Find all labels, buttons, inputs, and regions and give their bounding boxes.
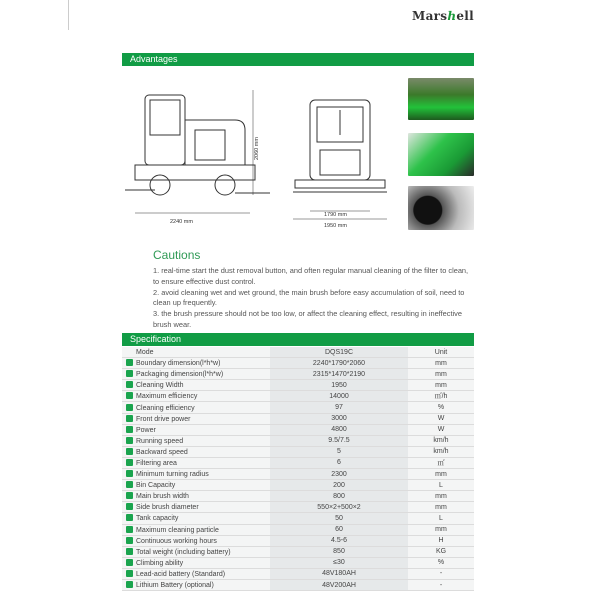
- spec-label-text: Climbing ability: [136, 559, 184, 567]
- dim-length: 2240 mm: [170, 219, 193, 225]
- spec-icon: [126, 381, 133, 388]
- spec-label-text: Running speed: [136, 437, 184, 445]
- spec-value: 4.5-6: [270, 535, 408, 546]
- spec-icon: [126, 492, 133, 499]
- spec-row: [122, 491, 474, 502]
- header-label: Mode: [122, 347, 270, 358]
- spec-value: 97: [270, 402, 408, 413]
- spec-label: [122, 524, 270, 535]
- spec-label-text: Side brush diameter: [136, 504, 199, 512]
- spec-icon: [126, 404, 133, 411]
- spec-icon: [126, 448, 133, 455]
- spec-value: 2315*1470*2190: [270, 369, 408, 380]
- spec-value: 48V180AH: [270, 568, 408, 579]
- spec-icon: [126, 537, 133, 544]
- spec-value: 2240*1790*2060: [270, 358, 408, 369]
- spec-label-text: Continuous working hours: [136, 537, 217, 545]
- header-value: DQS19C: [270, 347, 408, 358]
- spec-header-row: [122, 347, 474, 358]
- spec-icon: [126, 359, 133, 366]
- spec-label: [122, 391, 270, 402]
- spec-icon: [126, 548, 133, 555]
- spec-icon: [126, 570, 133, 577]
- spec-label: [122, 502, 270, 513]
- spec-unit: km/h: [408, 446, 474, 457]
- spec-value: 550×2+500×2: [270, 502, 408, 513]
- spec-unit: L: [408, 480, 474, 491]
- spec-label-text: Packaging dimension(l*h*w): [136, 371, 224, 379]
- spec-row: [122, 369, 474, 380]
- header-unit: Unit: [408, 347, 474, 358]
- spec-unit: mm: [408, 369, 474, 380]
- spec-unit: mm: [408, 491, 474, 502]
- spec-icon: [126, 559, 133, 566]
- dim-width-brush: 1950 mm: [324, 223, 347, 229]
- spec-value: 48V200AH: [270, 579, 408, 590]
- spec-label-text: Lithium Battery (optional): [136, 582, 214, 590]
- spec-unit: -: [408, 579, 474, 590]
- photo-wheel: [408, 186, 474, 230]
- spec-row: [122, 402, 474, 413]
- cautions-list: [153, 266, 473, 331]
- spec-row: [122, 424, 474, 435]
- spec-label: [122, 369, 270, 380]
- spec-unit: %: [408, 402, 474, 413]
- spec-row: [122, 413, 474, 424]
- spec-icon: [126, 526, 133, 533]
- spec-value: ≤30: [270, 557, 408, 568]
- spec-label: [122, 435, 270, 446]
- spec-row: [122, 524, 474, 535]
- spec-unit: H: [408, 535, 474, 546]
- spec-label-text: Tank capacity: [136, 515, 179, 523]
- spec-icon: [126, 514, 133, 521]
- spec-row: [122, 568, 474, 579]
- spec-value: 3000: [270, 413, 408, 424]
- spec-label-text: Boundary dimension(l*h*w): [136, 360, 221, 368]
- spec-unit: W: [408, 424, 474, 435]
- spec-label-text: Lead-acid battery (Standard): [136, 570, 226, 578]
- spec-label-text: Cleaning Width: [136, 382, 184, 390]
- caution-item: 3. the brush pressure should not be too low, or affect the cleaning effect, resulting in ineffective brush wear.: [153, 309, 462, 329]
- spec-row: [122, 557, 474, 568]
- spec-row: [122, 358, 474, 369]
- spec-label: [122, 446, 270, 457]
- spec-label-text: Total weight (including battery): [136, 548, 231, 556]
- spec-unit: mm: [408, 524, 474, 535]
- spec-unit: km/h: [408, 435, 474, 446]
- spec-icon: [126, 370, 133, 377]
- spec-label-text: Main brush width: [136, 493, 189, 501]
- dim-width-body: 1790 mm: [324, 212, 347, 218]
- spec-unit: %: [408, 557, 474, 568]
- spec-unit: -: [408, 568, 474, 579]
- spec-label: [122, 424, 270, 435]
- spec-row: [122, 391, 474, 402]
- spec-unit: ㎡: [408, 457, 474, 468]
- spec-value: 4800: [270, 424, 408, 435]
- spec-row: [122, 469, 474, 480]
- spec-icon: [126, 437, 133, 444]
- spec-value: 800: [270, 491, 408, 502]
- spec-label: [122, 457, 270, 468]
- divider: [68, 0, 69, 30]
- spec-icon: [126, 503, 133, 510]
- spec-icon: [126, 481, 133, 488]
- spec-label: [122, 380, 270, 391]
- spec-row: [122, 435, 474, 446]
- spec-label: [122, 358, 270, 369]
- spec-label: [122, 480, 270, 491]
- spec-label-text: Bin Capacity: [136, 482, 176, 490]
- spec-icon: [126, 581, 133, 588]
- spec-row: [122, 457, 474, 468]
- brand-logo: Marsℎell: [412, 9, 475, 23]
- spec-row: [122, 535, 474, 546]
- spec-icon: [126, 470, 133, 477]
- spec-label: [122, 546, 270, 557]
- spec-label: [122, 579, 270, 590]
- spec-row: [122, 546, 474, 557]
- cautions-title: Cautions: [153, 248, 201, 262]
- spec-label-text: Filtering area: [136, 459, 177, 467]
- advantages-header: Advantages: [122, 53, 474, 66]
- spec-value: 50: [270, 513, 408, 524]
- spec-unit: mm: [408, 469, 474, 480]
- spec-label: [122, 568, 270, 579]
- spec-unit: W: [408, 413, 474, 424]
- spec-value: 6: [270, 457, 408, 468]
- spec-label: [122, 491, 270, 502]
- spec-icon: [126, 392, 133, 399]
- spec-label-text: Maximum efficiency: [136, 393, 198, 401]
- spec-value: 1950: [270, 380, 408, 391]
- photo-body: [408, 133, 474, 176]
- caution-item: 2. avoid cleaning wet and wet ground, the main brush before easy accumulation of soil, need to clean up frequently.: [153, 287, 465, 308]
- spec-row: [122, 446, 474, 457]
- spec-unit: mm: [408, 358, 474, 369]
- spec-value: 2300: [270, 469, 408, 480]
- spec-value: 5: [270, 446, 408, 457]
- spec-row: [122, 513, 474, 524]
- spec-icon: [126, 459, 133, 466]
- spec-label-text: Power: [136, 426, 156, 434]
- spec-row: [122, 380, 474, 391]
- front-view-drawing: [290, 95, 390, 230]
- spec-label: [122, 513, 270, 524]
- spec-label: [122, 402, 270, 413]
- spec-label-text: Maximum cleaning particle: [136, 526, 219, 534]
- spec-unit: KG: [408, 546, 474, 557]
- spec-row: [122, 502, 474, 513]
- specification-header: Specification: [122, 333, 474, 346]
- spec-icon: [126, 426, 133, 433]
- spec-value: 200: [270, 480, 408, 491]
- dim-height: 2060 mm: [254, 137, 260, 160]
- spec-row: [122, 480, 474, 491]
- spec-unit: ㎡/h: [408, 391, 474, 402]
- spec-label: [122, 469, 270, 480]
- side-view-drawing: [125, 85, 275, 230]
- spec-label-text: Minimum turning radius: [136, 471, 209, 479]
- spec-table: [122, 347, 474, 591]
- spec-icon: [126, 415, 133, 422]
- spec-unit: mm: [408, 380, 474, 391]
- spec-unit: L: [408, 513, 474, 524]
- spec-row: [122, 579, 474, 590]
- spec-value: 9.5/7.5: [270, 435, 408, 446]
- spec-label: [122, 535, 270, 546]
- spec-label: [122, 413, 270, 424]
- spec-label: [122, 557, 270, 568]
- spec-unit: mm: [408, 502, 474, 513]
- spec-value: 850: [270, 546, 408, 557]
- spec-value: 60: [270, 524, 408, 535]
- caution-item: 1. real-time start the dust removal button, and often regular manual cleaning of the filter to clean, to ensure effective dust control.: [153, 266, 469, 286]
- photo-cabin: [408, 78, 474, 120]
- spec-value: 14000: [270, 391, 408, 402]
- spec-label-text: Cleaning efficiency: [136, 404, 195, 412]
- spec-label-text: Front drive power: [136, 415, 191, 423]
- spec-label-text: Backward speed: [136, 448, 188, 456]
